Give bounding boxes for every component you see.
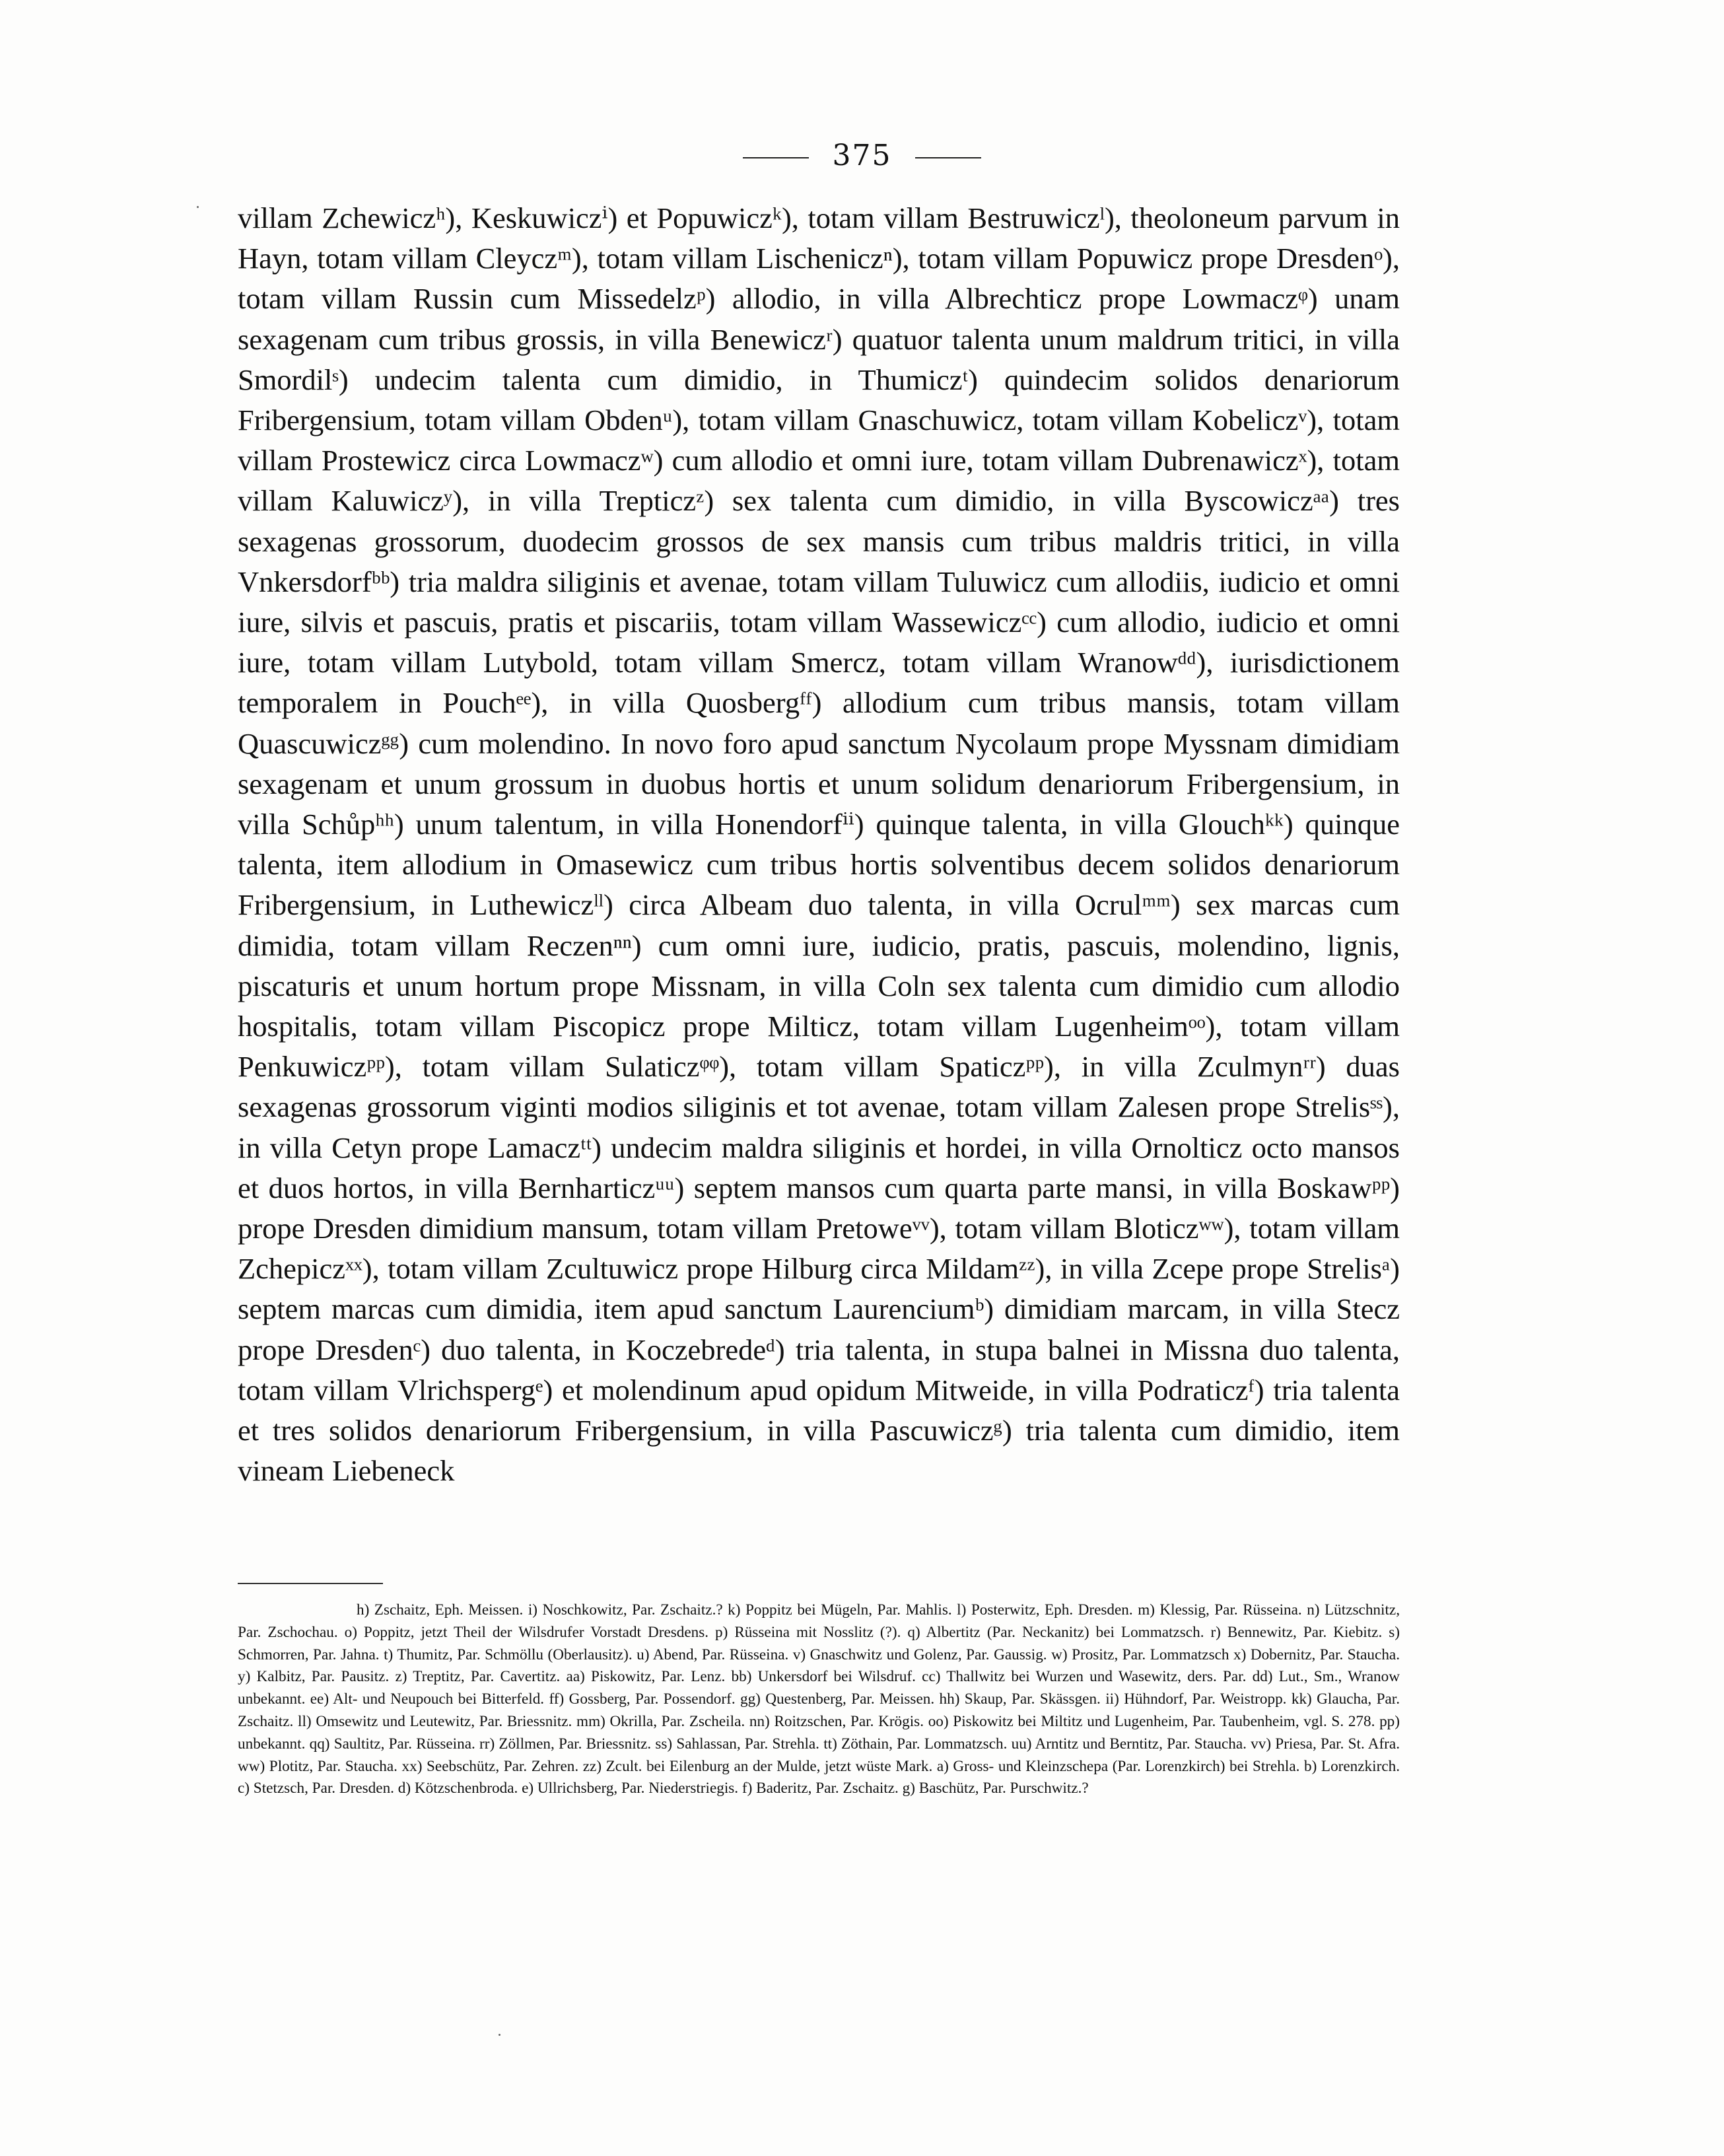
footnotes-block — [238, 1599, 1400, 1800]
footnote-divider — [238, 1583, 383, 1584]
left-dash — [743, 157, 809, 158]
footnotes-paragraph: h) Zschaitz, Eph. Meissen. i) Noschkowitz, Par. Zschaitz.? k) Poppitz bei Mügeln, Par. Mahlis. l) Posterwitz, Eph. Dresden. m) Klessig, Par. Rüsseina. n) Lützschnitz, Par. Zschochau. o) Poppitz, jetzt Theil der Wilsdrufer Vorstadt Dresdens. p) Rüsseina mit Nosslitz (?). q) Albertitz (Par. Neckanitz) bei Lommatzsch. r) Bennewitz, Par. Kiebitz. s) Schmorren, Par. Jahna. t) Thumitz, Par. Schmöllu (Oberlausitz). u) Abend, Par. Rüsseina. v) Gnaschwitz und Golenz, Par. Gaussig. w) Prositz, Par. Lommatzsch x) Dobernitz, Par. Staucha. y) Kalbitz, Par. Pausitz. z) Treptitz, Par. Cavertitz. aa) Piskowitz, Par. Lenz. bb) Unkersdorf bei Wilsdruf. cc) Thallwitz bei Wurzen und Wasewitz, ders. Par. dd) Lut., Sm., Wranow unbekannt. ee) Alt- und Neupouch bei Bitterfeld. ff) Gossberg, Par. Possendorf. gg) Questenberg, Par. Meissen. hh) Skaup, Par. Skässgen. ii) Hühndorf, Par. Weistropp. kk) Glaucha, Par. Zschaitz. ll) Omsewitz und Leutewitz, Par. Briessnitz. mm) Okrilla, Par. Zscheila. nn) Roitzschen, Par. Krögis. oo) Piskowitz bei Miltitz und Lugenheim, Par. Taubenheim, vgl. S. 278. pp) unbekannt. qq) Saultitz, Par. Rüsseina. rr) Zöllmen, Par. Briessnitz. ss) Sahlassan, Par. Strehla. tt) Zöthain, Par. Lommatzsch. uu) Arntitz und Berntitz, Par. Staucha. vv) Priesa, Par. St. Afra. ww) Plotitz, Par. Staucha. xx) Seebschütz, Par. Zehren. zz) Zcult. bei Eilenburg an der Mulde, jetzt wüste Mark. a) Gross- und Kleinzschepa (Par. Lorenzkirch) bei Strehla. b) Lorenzkirch. c) Stetzsch, Par. Dresden. d) Kötzschenbroda. e) Ullrichsberg, Par. Niederstriegis. f) Baderitz, Par. Zschaitz. g) Baschütz, Par. Purschwitz.? — [238, 1601, 1400, 1797]
scan-speck — [499, 2034, 500, 2036]
right-dash — [915, 157, 981, 158]
page-number-header — [0, 139, 1724, 172]
main-paragraph: villam Zchewiczʰ), Keskuwiczⁱ) et Popuwiczᵏ), totam villam Bestruwiczˡ), theoloneum parvum in Hayn, totam villam Cleyczᵐ), totam villam Lischeniczⁿ), totam villam Popuwicz prope Dresdenᵒ), totam villam Russin cum Missedelzᵖ) allodio, in villa Albrechticz prope Lowmaczᵠ) unam sexagenam cum tribus grossis, in villa Benewiczʳ) quatuor talenta unum maldrum tritici, in villa Smordilˢ) undecim talenta cum dimidio, in Thumiczᵗ) quindecim solidos denariorum Fribergensium, totam villam Obdenᵘ), totam villam Gnaschuwicz, totam villam Kobeliczᵛ), totam villam Prostewicz circa Lowmaczʷ) cum allodio et omni iure, totam villam Dubrenawiczˣ), totam villam Kaluwiczʸ), in villa Trepticzᶻ) sex talenta cum dimidio, in villa Byscowiczᵃᵃ) tres sexagenas grossorum, duodecim grossos de sex mansis cum tribus maldris tritici, in villa Vnkersdorfᵇᵇ) tria maldra siliginis et avenae, totam villam Tuluwicz cum allodiis, iudicio et omni iure, silvis et pascuis, pratis et piscariis, totam villam Wassewiczᶜᶜ) cum allodio, iudicio et omni iure, totam villam Lutybold, totam villam Smercz, totam villam Wranowᵈᵈ), iurisdictionem temporalem in Pouchᵉᵉ), in villa Quosbergᶠᶠ) allodium cum tribus mansis, totam villam Quascuwiczᵍᵍ) cum molendino. In novo foro apud sanctum Nycolaum prope Myssnam dimidiam sexagenam et unum grossum in duobus hortis et unum solidum denariorum Fribergensium, in villa Schůpʰʰ) unum talentum, in villa Honendorfⁱⁱ) quinque talenta, in villa Glouchᵏᵏ) quinque talenta, item allodium in Omasewicz cum tribus hortis solventibus decem solidos denariorum Fribergensium, in Luthewiczˡˡ) circa Albeam duo talenta, in villa Ocrulᵐᵐ) sex marcas cum dimidia, totam villam Reczenⁿⁿ) cum omni iure, iudicio, pratis, pascuis, molendino, lignis, piscaturis et unum hortum prope Missnam, in villa Coln sex talenta cum dimidio cum allodio hospitalis, totam villam Piscopicz prope Milticz, totam villam Lugenheimᵒᵒ), totam villam Penkuwiczᵖᵖ), totam villam Sulaticzᵠᵠ), totam villam Spaticzᵖᵖ), in villa Zculmynʳʳ) duas sexagenas grossorum viginti modios siliginis et tot avenae, totam villam Zalesen prope Strelisˢˢ), in villa Cetyn prope Lamaczᵗᵗ) undecim maldra siliginis et hordei, in villa Ornolticz octo mansos et duos hortos, in villa Bernharticzᵘᵘ) septem mansos cum quarta parte mansi, in villa Boskawᵖᵖ) prope Dresden dimidium mansum, totam villam Pretoweᵛᵛ), totam villam Bloticzʷʷ), totam villam Zchepiczˣˣ), totam villam Zcultuwicz prope Hilburg circa Mildamᶻᶻ), in villa Zcepe prope Strelisᵃ) septem marcas cum dimidia, item apud sanctum Laurenciumᵇ) dimidiam marcam, in villa Stecz prope Dresdenᶜ) duo talenta, in Koczebredeᵈ) tria talenta, in stupa balnei in Missna duo talenta, totam villam Vlrichspergᵉ) et molendinum apud opidum Mitweide, in villa Podraticzᶠ) tria talenta et tres solidos denariorum Fribergensium, in villa Pascuwiczᵍ) tria talenta cum dimidio, item vineam Liebeneck — [238, 201, 1400, 1488]
scan-speck — [197, 206, 199, 208]
main-text-block — [238, 198, 1400, 1492]
page-number: 375 — [832, 139, 892, 172]
